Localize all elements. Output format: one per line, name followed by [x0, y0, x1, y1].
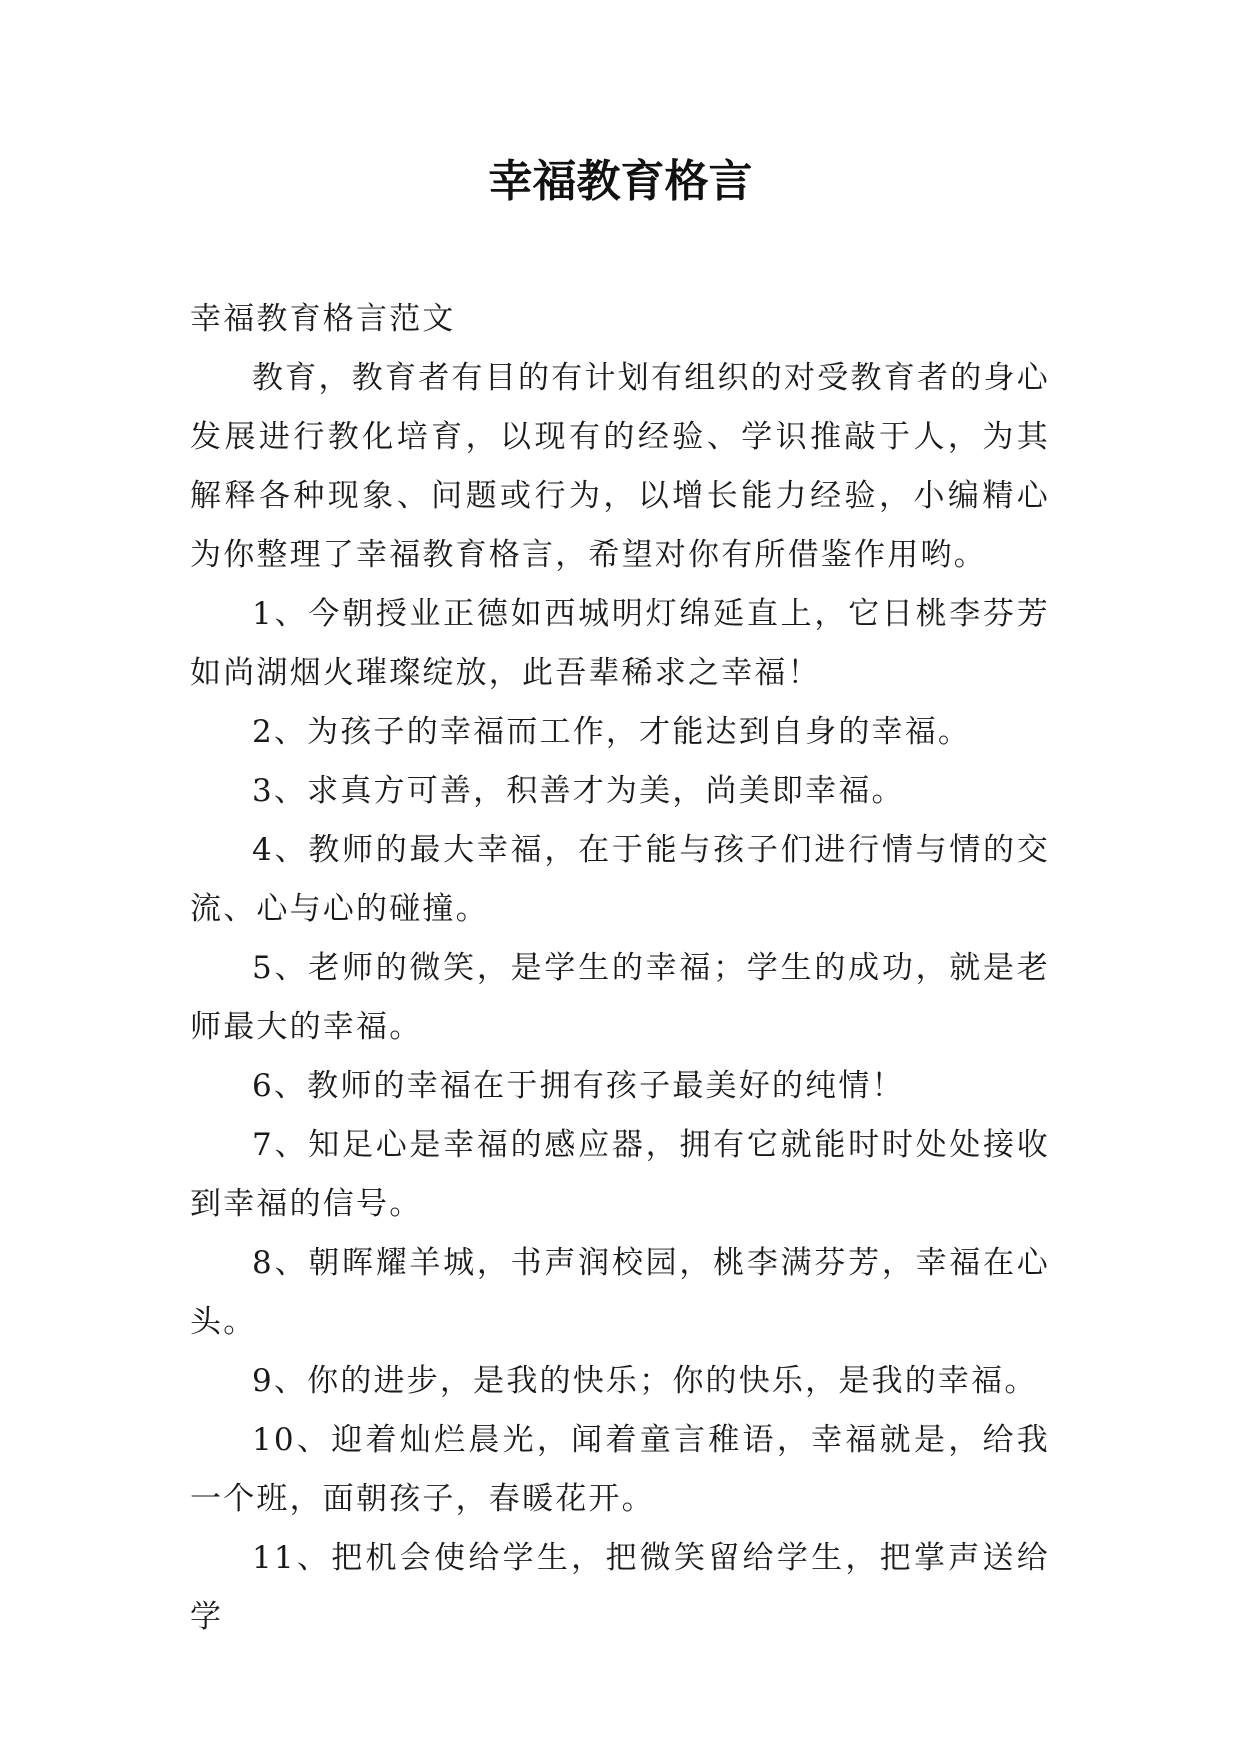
quote-item-11: 11、把机会使给学生，把微笑留给学生，把掌声送给学: [190, 1540, 1050, 1635]
quote-item-9: 9、你的进步，是我的快乐；你的快乐，是我的幸福。: [252, 1363, 1038, 1399]
quote-item-5: 5、老师的微笑，是学生的幸福；学生的成功，就是老师最大的幸福。: [190, 950, 1050, 1045]
quote-item-3: 3、求真方可善，积善才为美，尚美即幸福。: [252, 773, 905, 809]
quote-item-8: 8、朝晖耀羊城，书声润校园，桃李满芬芳，幸福在心头。: [190, 1245, 1050, 1340]
quote-item-2: 2、为孩子的幸福而工作，才能达到自身的幸福。: [252, 714, 972, 750]
document-subtitle: 幸福教育格言范文: [190, 301, 456, 337]
document-body: [190, 290, 1050, 1647]
quote-item-4: 4、教师的最大幸福，在于能与孩子们进行情与情的交流、心与心的碰撞。: [190, 832, 1050, 927]
quote-item-7: 7、知足心是幸福的感应器，拥有它就能时时处处接收到幸福的信号。: [190, 1127, 1050, 1222]
document-title: 幸福教育格言: [488, 156, 753, 207]
intro-paragraph: 教育，教育者有目的有计划有组织的对受教育者的身心发展进行教化培育，以现有的经验、学识推敲于人，为其解释各种现象、问题或行为，以增长能力经验，小编精心为你整理了幸福教育格言，希望对你有所借鉴作用哟。: [190, 360, 1050, 573]
quote-item-1: 1、今朝授业正德如西城明灯绵延直上，它日桃李芬芳如尚湖烟火璀璨绽放，此吾辈稀求之幸福！: [190, 596, 1050, 691]
quote-item-6: 6、教师的幸福在于拥有孩子最美好的纯情！: [252, 1068, 905, 1104]
quote-item-10: 10、迎着灿烂晨光，闻着童言稚语，幸福就是，给我一个班，面朝孩子，春暖花开。: [190, 1422, 1050, 1517]
